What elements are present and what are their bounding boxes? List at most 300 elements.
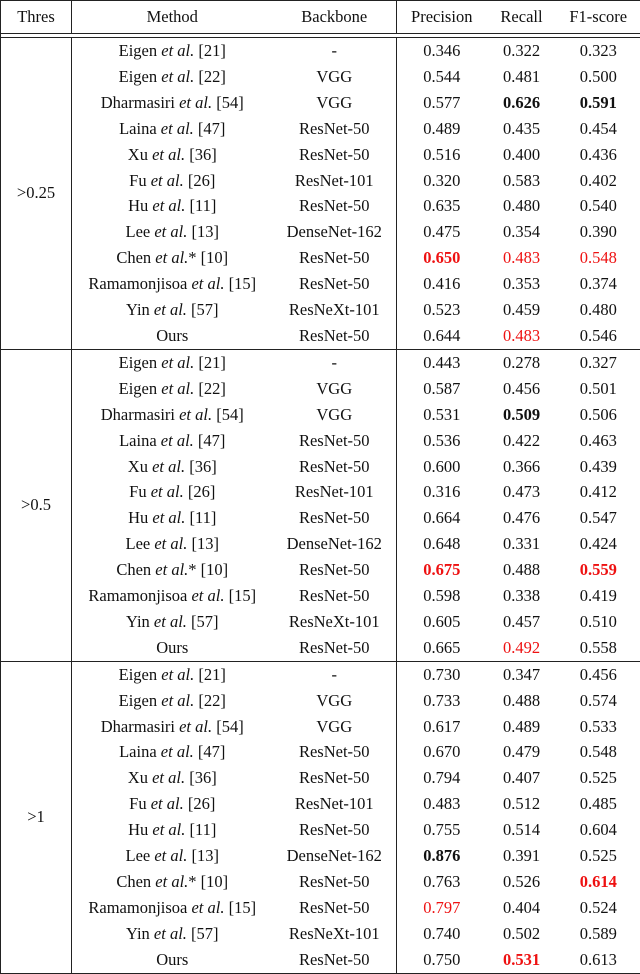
- backbone-cell: ResNet-50: [273, 193, 397, 219]
- backbone-cell: ResNet-50: [273, 739, 397, 765]
- citation-ref: [57]: [187, 924, 219, 943]
- f1-cell: 0.574: [557, 688, 640, 714]
- citation-ref: [36]: [185, 768, 217, 787]
- backbone-cell: VGG: [273, 714, 397, 740]
- method-name: Eigen: [119, 41, 158, 60]
- recall-cell: 0.502: [487, 921, 557, 947]
- recall-cell: 0.366: [487, 454, 557, 480]
- method-name: Fu: [129, 794, 146, 813]
- method-name: Fu: [129, 482, 146, 501]
- f1-cell: 0.454: [557, 116, 640, 142]
- table-row: [1, 349, 640, 375]
- precision-cell: 0.416: [397, 271, 487, 297]
- method-cell: [72, 688, 273, 714]
- table-row: [1, 479, 640, 505]
- method-cell: [72, 428, 273, 454]
- backbone-cell: VGG: [273, 376, 397, 402]
- recall-cell: 0.480: [487, 193, 557, 219]
- et-al: et al.: [191, 274, 224, 293]
- method-name: Dharmasiri: [101, 93, 175, 112]
- f1-cell: 0.402: [557, 168, 640, 194]
- backbone-cell: ResNet-50: [273, 454, 397, 480]
- method-name: Eigen: [119, 67, 158, 86]
- citation-ref: [21]: [194, 41, 226, 60]
- f1-cell: 0.439: [557, 454, 640, 480]
- table-row: [1, 116, 640, 142]
- method-cell: [72, 90, 273, 116]
- method-cell: [72, 168, 273, 194]
- f1-cell: 0.613: [557, 947, 640, 973]
- f1-cell: 0.374: [557, 271, 640, 297]
- backbone-cell: VGG: [273, 64, 397, 90]
- table-row: [1, 168, 640, 194]
- table-row: [1, 271, 640, 297]
- threshold-label: >0.5: [1, 349, 72, 661]
- method-cell: [72, 921, 273, 947]
- precision-cell: 0.664: [397, 505, 487, 531]
- method-cell: [72, 791, 273, 817]
- backbone-cell: ResNet-50: [273, 895, 397, 921]
- citation-ref: [54]: [212, 405, 244, 424]
- method-name: Yin: [126, 612, 150, 631]
- et-al: et al.: [179, 405, 212, 424]
- precision-cell: 0.794: [397, 765, 487, 791]
- recall-cell: 0.476: [487, 505, 557, 531]
- precision-cell: 0.320: [397, 168, 487, 194]
- et-al: et al.: [154, 846, 187, 865]
- precision-cell: 0.755: [397, 817, 487, 843]
- method-cell: [72, 402, 273, 428]
- recall-cell: 0.626: [487, 90, 557, 116]
- recall-cell: 0.331: [487, 531, 557, 557]
- f1-cell: 0.463: [557, 428, 640, 454]
- backbone-cell: ResNet-50: [273, 323, 397, 349]
- method-name: Xu: [128, 768, 148, 787]
- et-al: et al.: [161, 379, 194, 398]
- citation-ref: [47]: [194, 742, 226, 761]
- method-cell: [72, 739, 273, 765]
- table-row: [1, 402, 640, 428]
- f1-cell: 0.500: [557, 64, 640, 90]
- et-al: et al.: [161, 41, 194, 60]
- method-cell: [72, 116, 273, 142]
- et-al: et al.: [179, 93, 212, 112]
- table-row: [1, 817, 640, 843]
- method-cell: [72, 64, 273, 90]
- backbone-cell: ResNet-50: [273, 271, 397, 297]
- recall-cell: 0.473: [487, 479, 557, 505]
- citation-ref: [21]: [194, 665, 226, 684]
- table-row: [1, 531, 640, 557]
- f1-cell: 0.540: [557, 193, 640, 219]
- f1-cell: 0.533: [557, 714, 640, 740]
- table-row: [1, 635, 640, 661]
- recall-cell: 0.509: [487, 402, 557, 428]
- recall-cell: 0.354: [487, 219, 557, 245]
- f1-cell: 0.524: [557, 895, 640, 921]
- method-name: Xu: [128, 457, 148, 476]
- citation-ref: [26]: [184, 794, 216, 813]
- citation-ref: [22]: [194, 67, 226, 86]
- citation-ref: [36]: [185, 457, 217, 476]
- backbone-cell: ResNet-50: [273, 635, 397, 661]
- precision-cell: 0.598: [397, 583, 487, 609]
- f1-cell: 0.424: [557, 531, 640, 557]
- et-al: et al.: [161, 67, 194, 86]
- method-name: Dharmasiri: [101, 405, 175, 424]
- backbone-cell: VGG: [273, 90, 397, 116]
- method-name: Ramamonjisoa: [88, 898, 187, 917]
- method-cell: [72, 765, 273, 791]
- table-row: [1, 765, 640, 791]
- precision-cell: 0.740: [397, 921, 487, 947]
- method-name: Xu: [128, 145, 148, 164]
- backbone-cell: ResNet-101: [273, 479, 397, 505]
- method-cell: [72, 454, 273, 480]
- backbone-cell: VGG: [273, 402, 397, 428]
- recall-cell: 0.407: [487, 765, 557, 791]
- table-row: [1, 557, 640, 583]
- method-cell: [72, 219, 273, 245]
- method-cell: [72, 142, 273, 168]
- recall-cell: 0.483: [487, 245, 557, 271]
- et-al: et al.: [155, 560, 188, 579]
- precision-cell: 0.675: [397, 557, 487, 583]
- et-al: et al.: [151, 482, 184, 501]
- precision-cell: 0.670: [397, 739, 487, 765]
- method-name: Eigen: [119, 691, 158, 710]
- backbone-cell: ResNeXt-101: [273, 297, 397, 323]
- precision-cell: 0.544: [397, 64, 487, 90]
- table-row: [1, 219, 640, 245]
- precision-cell: 0.600: [397, 454, 487, 480]
- citation-ref: [54]: [212, 93, 244, 112]
- header-precision: Precision: [397, 1, 487, 34]
- method-cell: [72, 38, 273, 64]
- et-al: et al.: [191, 898, 224, 917]
- et-al: et al.: [151, 171, 184, 190]
- f1-cell: 0.456: [557, 661, 640, 687]
- recall-cell: 0.404: [487, 895, 557, 921]
- recall-cell: 0.457: [487, 609, 557, 635]
- backbone-cell: ResNet-50: [273, 583, 397, 609]
- recall-cell: 0.488: [487, 557, 557, 583]
- precision-cell: 0.644: [397, 323, 487, 349]
- method-name: Chen: [116, 872, 151, 891]
- citation-ref: [11]: [185, 820, 216, 839]
- recall-cell: 0.489: [487, 714, 557, 740]
- threshold-label: >0.25: [1, 38, 72, 350]
- method-name: Hu: [128, 508, 148, 527]
- method-name: Ours: [156, 950, 188, 969]
- et-al: et al.: [154, 534, 187, 553]
- table-row: [1, 688, 640, 714]
- table-row: [1, 609, 640, 635]
- method-name: Hu: [128, 196, 148, 215]
- et-al: et al.: [154, 612, 187, 631]
- backbone-cell: -: [273, 349, 397, 375]
- recall-cell: 0.353: [487, 271, 557, 297]
- citation-ref: [15]: [224, 586, 256, 605]
- precision-cell: 0.876: [397, 843, 487, 869]
- table-row: [1, 38, 640, 64]
- method-cell: [72, 869, 273, 895]
- method-name: Eigen: [119, 379, 158, 398]
- f1-cell: 0.510: [557, 609, 640, 635]
- et-al: et al.: [161, 119, 194, 138]
- header-thres: Thres: [1, 1, 72, 34]
- backbone-cell: -: [273, 661, 397, 687]
- table-row: [1, 921, 640, 947]
- method-cell: [72, 323, 273, 349]
- et-al: et al.: [179, 717, 212, 736]
- citation-ref: [26]: [184, 482, 216, 501]
- backbone-cell: ResNet-50: [273, 505, 397, 531]
- table-row: [1, 583, 640, 609]
- f1-cell: 0.604: [557, 817, 640, 843]
- et-al: et al.: [161, 742, 194, 761]
- method-name: Hu: [128, 820, 148, 839]
- backbone-cell: ResNet-50: [273, 245, 397, 271]
- backbone-cell: ResNet-50: [273, 869, 397, 895]
- method-name: Eigen: [119, 353, 158, 372]
- method-cell: [72, 505, 273, 531]
- method-cell: [72, 376, 273, 402]
- recall-cell: 0.492: [487, 635, 557, 661]
- recall-cell: 0.479: [487, 739, 557, 765]
- recall-cell: 0.400: [487, 142, 557, 168]
- recall-cell: 0.483: [487, 323, 557, 349]
- table-row: [1, 376, 640, 402]
- backbone-cell: ResNet-50: [273, 428, 397, 454]
- precision-cell: 0.316: [397, 479, 487, 505]
- table-row: [1, 895, 640, 921]
- precision-cell: 0.475: [397, 219, 487, 245]
- et-al: et al.: [152, 820, 185, 839]
- recall-cell: 0.278: [487, 349, 557, 375]
- f1-cell: 0.547: [557, 505, 640, 531]
- f1-cell: 0.558: [557, 635, 640, 661]
- citation-ref: * [10]: [188, 560, 228, 579]
- method-cell: [72, 843, 273, 869]
- method-name: Yin: [126, 300, 150, 319]
- f1-cell: 0.485: [557, 791, 640, 817]
- method-name: Ramamonjisoa: [88, 274, 187, 293]
- method-cell: [72, 531, 273, 557]
- et-al: et al.: [154, 222, 187, 241]
- et-al: et al.: [155, 248, 188, 267]
- citation-ref: [13]: [187, 846, 219, 865]
- recall-cell: 0.456: [487, 376, 557, 402]
- et-al: et al.: [161, 665, 194, 684]
- threshold-group: [1, 349, 640, 661]
- table-row: [1, 714, 640, 740]
- table-row: [1, 245, 640, 271]
- backbone-cell: ResNet-50: [273, 142, 397, 168]
- citation-ref: * [10]: [188, 248, 228, 267]
- precision-cell: 0.489: [397, 116, 487, 142]
- table-header: [1, 1, 640, 38]
- et-al: et al.: [154, 924, 187, 943]
- method-cell: [72, 349, 273, 375]
- f1-cell: 0.436: [557, 142, 640, 168]
- header-method: Method: [72, 1, 273, 34]
- et-al: et al.: [152, 196, 185, 215]
- citation-ref: [11]: [185, 508, 216, 527]
- precision-cell: 0.536: [397, 428, 487, 454]
- method-name: Ours: [156, 326, 188, 345]
- recall-cell: 0.514: [487, 817, 557, 843]
- recall-cell: 0.531: [487, 947, 557, 973]
- precision-cell: 0.635: [397, 193, 487, 219]
- table-row: [1, 142, 640, 168]
- citation-ref: [54]: [212, 717, 244, 736]
- citation-ref: * [10]: [188, 872, 228, 891]
- table-row: [1, 505, 640, 531]
- precision-cell: 0.617: [397, 714, 487, 740]
- backbone-cell: VGG: [273, 688, 397, 714]
- precision-cell: 0.730: [397, 661, 487, 687]
- method-cell: [72, 661, 273, 687]
- f1-cell: 0.525: [557, 843, 640, 869]
- f1-cell: 0.480: [557, 297, 640, 323]
- f1-cell: 0.548: [557, 739, 640, 765]
- backbone-cell: ResNeXt-101: [273, 921, 397, 947]
- method-name: Eigen: [119, 665, 158, 684]
- method-name: Lee: [126, 534, 151, 553]
- table-row: [1, 791, 640, 817]
- backbone-cell: ResNet-101: [273, 168, 397, 194]
- header-recall: Recall: [487, 1, 557, 34]
- method-cell: [72, 193, 273, 219]
- precision-cell: 0.587: [397, 376, 487, 402]
- backbone-cell: ResNeXt-101: [273, 609, 397, 635]
- f1-cell: 0.412: [557, 479, 640, 505]
- citation-ref: [57]: [187, 612, 219, 631]
- et-al: et al.: [161, 431, 194, 450]
- citation-ref: [47]: [194, 431, 226, 450]
- header-backbone: Backbone: [273, 1, 397, 34]
- recall-cell: 0.435: [487, 116, 557, 142]
- backbone-cell: DenseNet-162: [273, 531, 397, 557]
- method-cell: [72, 297, 273, 323]
- f1-cell: 0.390: [557, 219, 640, 245]
- table-row: [1, 454, 640, 480]
- f1-cell: 0.589: [557, 921, 640, 947]
- table-row: [1, 661, 640, 687]
- f1-cell: 0.327: [557, 349, 640, 375]
- method-name: Chen: [116, 248, 151, 267]
- method-name: Dharmasiri: [101, 717, 175, 736]
- precision-cell: 0.516: [397, 142, 487, 168]
- precision-cell: 0.577: [397, 90, 487, 116]
- backbone-cell: ResNet-50: [273, 765, 397, 791]
- f1-cell: 0.501: [557, 376, 640, 402]
- method-name: Laina: [119, 431, 157, 450]
- precision-cell: 0.665: [397, 635, 487, 661]
- method-cell: [72, 947, 273, 973]
- backbone-cell: DenseNet-162: [273, 219, 397, 245]
- method-name: Fu: [129, 171, 146, 190]
- et-al: et al.: [152, 145, 185, 164]
- precision-cell: 0.648: [397, 531, 487, 557]
- method-cell: [72, 245, 273, 271]
- precision-cell: 0.531: [397, 402, 487, 428]
- et-al: et al.: [161, 691, 194, 710]
- table-row: [1, 297, 640, 323]
- method-cell: [72, 635, 273, 661]
- recall-cell: 0.512: [487, 791, 557, 817]
- precision-cell: 0.797: [397, 895, 487, 921]
- threshold-group: [1, 661, 640, 973]
- citation-ref: [47]: [194, 119, 226, 138]
- precision-cell: 0.763: [397, 869, 487, 895]
- threshold-label: >1: [1, 661, 72, 973]
- f1-cell: 0.614: [557, 869, 640, 895]
- citation-ref: [13]: [187, 222, 219, 241]
- method-name: Ramamonjisoa: [88, 586, 187, 605]
- citation-ref: [15]: [224, 898, 256, 917]
- method-cell: [72, 557, 273, 583]
- et-al: et al.: [152, 768, 185, 787]
- recall-cell: 0.322: [487, 38, 557, 64]
- precision-cell: 0.523: [397, 297, 487, 323]
- et-al: et al.: [155, 872, 188, 891]
- method-name: Ours: [156, 638, 188, 657]
- header-f1: F1-score: [557, 1, 640, 34]
- method-cell: [72, 609, 273, 635]
- method-cell: [72, 714, 273, 740]
- et-al: et al.: [151, 794, 184, 813]
- method-name: Lee: [126, 222, 151, 241]
- recall-cell: 0.583: [487, 168, 557, 194]
- citation-ref: [13]: [187, 534, 219, 553]
- citation-ref: [22]: [194, 691, 226, 710]
- recall-cell: 0.338: [487, 583, 557, 609]
- precision-cell: 0.750: [397, 947, 487, 973]
- method-name: Laina: [119, 119, 157, 138]
- recall-cell: 0.481: [487, 64, 557, 90]
- f1-cell: 0.559: [557, 557, 640, 583]
- citation-ref: [57]: [187, 300, 219, 319]
- precision-cell: 0.650: [397, 245, 487, 271]
- method-name: Chen: [116, 560, 151, 579]
- table-row: [1, 64, 640, 90]
- method-name: Yin: [126, 924, 150, 943]
- table-row: [1, 739, 640, 765]
- f1-cell: 0.546: [557, 323, 640, 349]
- backbone-cell: ResNet-101: [273, 791, 397, 817]
- method-cell: [72, 895, 273, 921]
- method-name: Lee: [126, 846, 151, 865]
- threshold-group: [1, 38, 640, 350]
- f1-cell: 0.591: [557, 90, 640, 116]
- table-row: [1, 428, 640, 454]
- backbone-cell: -: [273, 38, 397, 64]
- precision-cell: 0.605: [397, 609, 487, 635]
- precision-cell: 0.346: [397, 38, 487, 64]
- method-cell: [72, 583, 273, 609]
- citation-ref: [26]: [184, 171, 216, 190]
- backbone-cell: ResNet-50: [273, 557, 397, 583]
- recall-cell: 0.391: [487, 843, 557, 869]
- precision-cell: 0.733: [397, 688, 487, 714]
- recall-cell: 0.422: [487, 428, 557, 454]
- backbone-cell: ResNet-50: [273, 116, 397, 142]
- et-al: et al.: [161, 353, 194, 372]
- recall-cell: 0.488: [487, 688, 557, 714]
- method-cell: [72, 271, 273, 297]
